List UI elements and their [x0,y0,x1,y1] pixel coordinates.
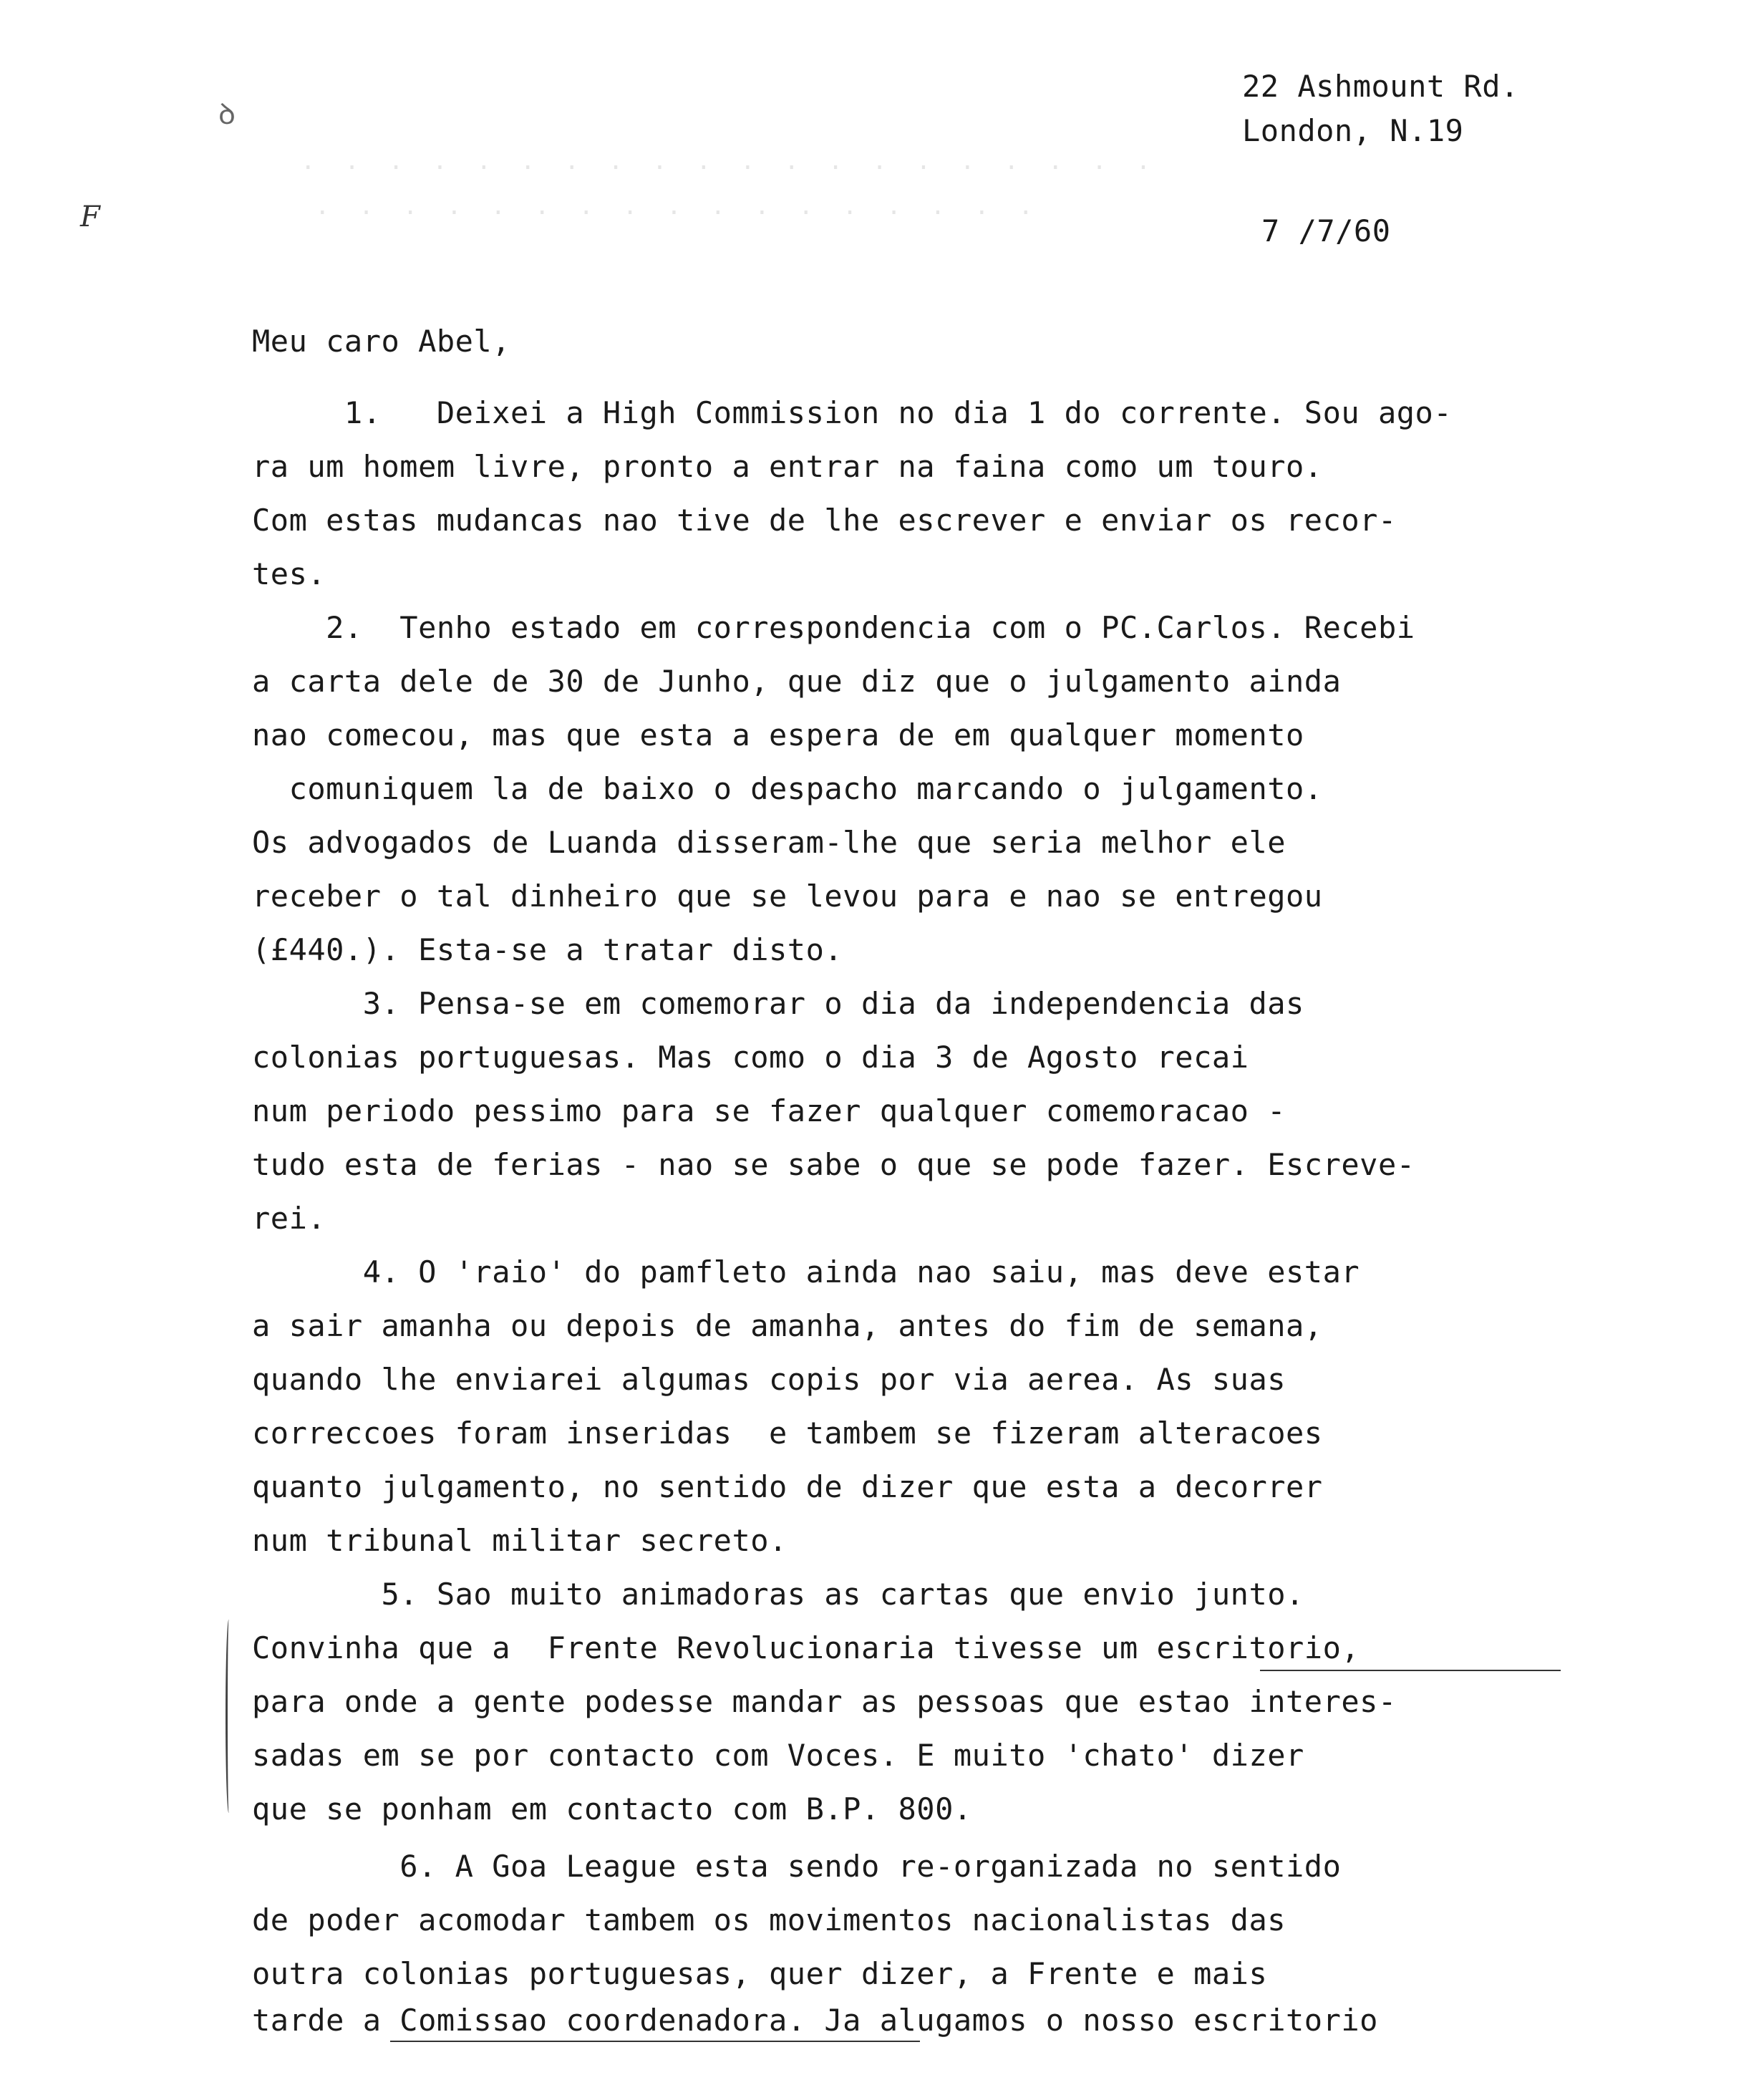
body-line: receber o tal dinheiro que se levou para e nao se entregou [252,879,1323,914]
body-line: nao comecou, mas que esta a espera de em qualquer momento [252,717,1304,753]
body-line: correccoes foram inseridas e tambem se fizeram alteracoes [252,1416,1323,1451]
body-line: Os advogados de Luanda disseram-lhe que seria melhor ele [252,825,1286,860]
address-line-1: 22 Ashmount Rd. [1242,69,1519,104]
body-line: num periodo pessimo para se fazer qualquer comemoracao - [252,1093,1286,1128]
body-line: para onde a gente podesse mandar as pessoas que estao interes- [252,1684,1397,1719]
body-line: Com estas mudancas nao tive de lhe escrever e enviar os recor- [252,503,1397,538]
show-through-text: . . . . . . . . . . . . . . . . . [315,192,1034,221]
salutation: Meu caro Abel, [252,324,511,359]
body-line: a sair amanha ou depois de amanha, antes do fim de semana, [252,1308,1323,1343]
handwritten-underline [390,2041,920,2042]
body-line: outra colonias portuguesas, quer dizer, a Frente e mais [252,1956,1268,1991]
body-line: tarde a Comissao coordenadora. Ja alugamos o nosso escritorio [252,2003,1378,2038]
margin-scribble: F [80,200,100,233]
body-line: tudo esta de ferias - nao se sabe o que se pode fazer. Escreve- [252,1147,1415,1182]
body-line: 6. A Goa League esta sendo re-organizada no sentido [252,1849,1342,1884]
body-line: colonias portuguesas. Mas como o dia 3 de Agosto recai [252,1040,1249,1075]
body-line: a carta dele de 30 de Junho, que diz que o julgamento ainda [252,664,1342,699]
body-line: 4. O 'raio' do pamfleto ainda nao saiu, mas deve estar [252,1254,1360,1290]
body-line: tes. [252,556,326,591]
body-line: 5. Sao muito animadoras as cartas que envio junto. [252,1577,1304,1612]
address-line-2: London, N.19 [1242,113,1464,148]
body-line: Convinha que a Frente Revolucionaria tivesse um escritorio, [252,1630,1360,1665]
body-line: num tribunal militar secreto. [252,1523,788,1558]
show-through-text: . . . . . . . . . . . . . . . . . . . . [301,147,1151,175]
body-line: quando lhe enviarei algumas copis por via aerea. As suas [252,1362,1286,1397]
body-line: (£440.). Esta-se a tratar disto. [252,932,843,967]
letter-date: 7 /7/60 [1261,213,1391,248]
body-line: ra um homem livre, pronto a entrar na faina como um touro. [252,449,1323,484]
corner-mark: ꝺ [218,98,236,131]
body-line: quanto julgamento, no sentido de dizer que esta a decorrer [252,1469,1323,1504]
body-line: de poder acomodar tambem os movimentos nacionalistas das [252,1902,1286,1938]
body-line: 1. Deixei a High Commission no dia 1 do corrente. Sou ago- [252,395,1453,430]
handwritten-underline [1260,1670,1561,1671]
body-line: comuniquem la de baixo o despacho marcando o julgamento. [252,771,1323,806]
body-line: que se ponham em contacto com B.P. 800. [252,1791,972,1827]
body-line: 2. Tenho estado em correspondencia com o PC.Carlos. Recebi [252,610,1415,645]
margin-bracket [226,1620,232,1813]
body-line: sadas em se por contacto com Voces. E muito 'chato' dizer [252,1738,1304,1773]
body-line: rei. [252,1201,326,1236]
body-line: 3. Pensa-se em comemorar o dia da independencia das [252,986,1304,1021]
